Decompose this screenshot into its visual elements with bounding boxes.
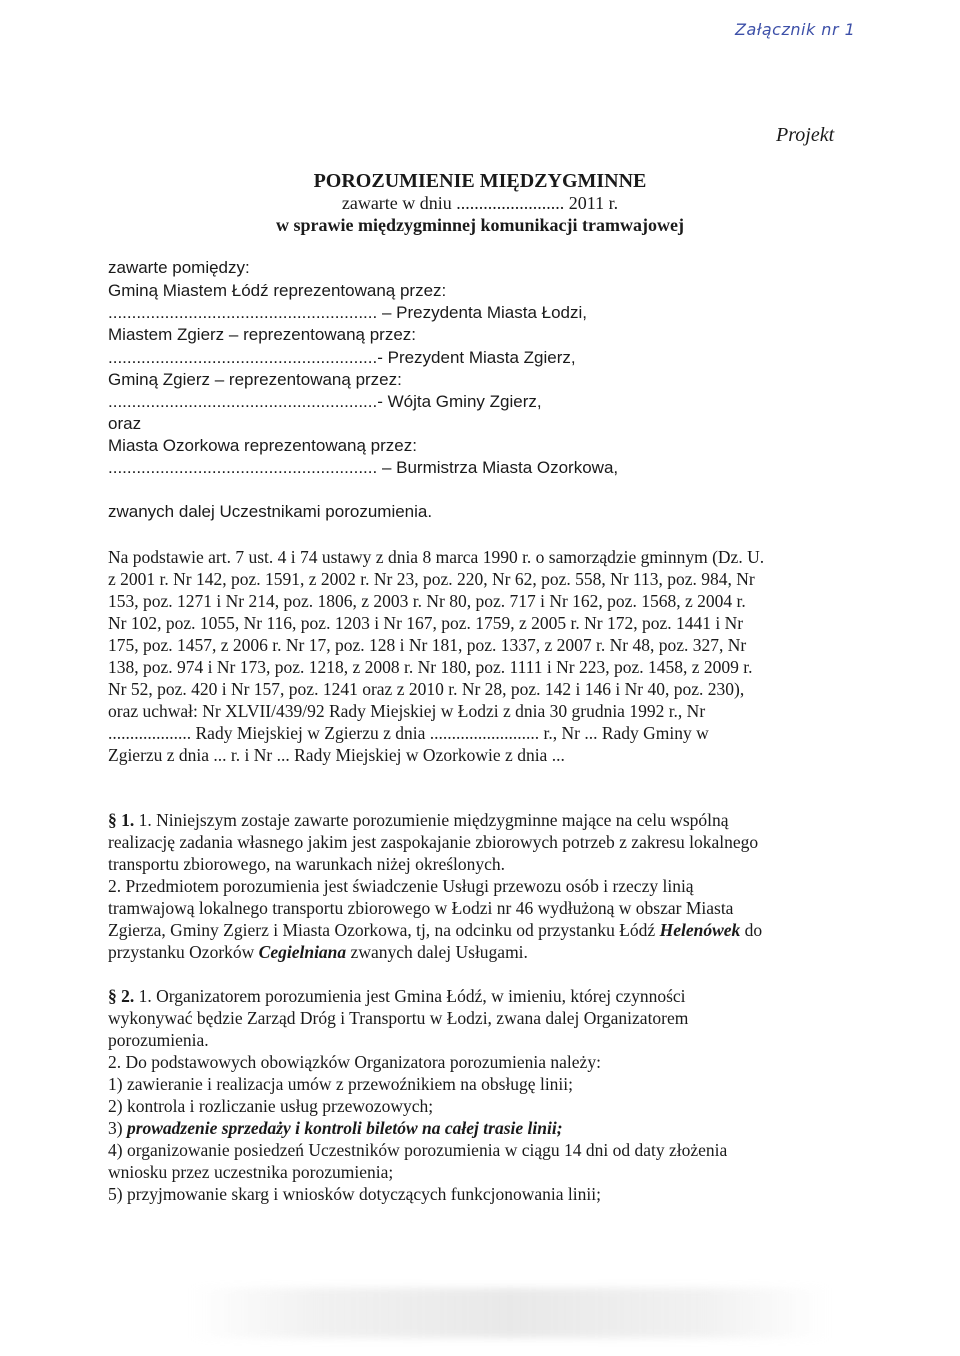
party-zgierz-commune: Gminą Zgierz – reprezentowaną przez: bbox=[108, 370, 402, 389]
section-1-line: przystanku Ozorków Cegielniana zwanych dalej Usługami. bbox=[108, 942, 528, 962]
section-1-line: tramwajową lokalnego transportu zbiorowego w Łodzi nr 46 wydłużoną w obszar Miasta bbox=[108, 898, 734, 918]
section-1-line: transportu zbiorowego, na warunkach niżej określonych. bbox=[108, 854, 506, 874]
section-1-line: realizację zadania własnego jakim jest zaspokajanie zbiorowych potrzeb z zakresu lokalnego bbox=[108, 832, 759, 852]
stop-helenowek: Helenówek bbox=[659, 920, 741, 940]
stop-cegielniana: Cegielniana bbox=[258, 942, 347, 962]
legal-basis-line: 138, poz. 974 i Nr 173, poz. 1218, z 2008 r. Nr 180, poz. 1111 i Nr 223, poz. 1458, z 2009 r. bbox=[108, 657, 753, 677]
legal-basis-line: 153, poz. 1271 i Nr 214, poz. 1806, z 2003 r. Nr 80, poz. 717 i Nr 162, poz. 1568, z 2004 r. bbox=[108, 591, 746, 611]
section-2-line: wykonywać będzie Zarząd Dróg i Transportu w Łodzi, zwana dalej Organizatorem bbox=[108, 1008, 689, 1028]
parties-intro: zawarte pomiędzy: bbox=[108, 258, 250, 277]
party-lodz-representative: ......................................................... – Prezydenta Miasta Łodzi, bbox=[108, 303, 587, 322]
party-ozorkow-representative: ......................................................... – Burmistrza Miasta Ozorkowa, bbox=[108, 458, 619, 477]
section-2-line: 4) organizowanie posiedzeń Uczestników porozumienia w ciągu 14 dni od daty złożenia bbox=[108, 1140, 728, 1160]
legal-basis-line: Na podstawie art. 7 ust. 4 i 74 ustawy z dnia 8 marca 1990 r. o samorządzie gminnym (Dz. U. bbox=[108, 547, 765, 567]
section-2-line: 2) kontrola i rozliczanie usług przewozowych; bbox=[108, 1096, 434, 1116]
legal-basis-line: ................... Rady Miejskiej w Zgierzu z dnia ......................... r., Nr ... Rady Gminy w bbox=[108, 723, 709, 743]
legal-basis-line: Zgierzu z dnia ... r. i Nr ... Rady Miejskiej w Ozorkowie z dnia ... bbox=[108, 745, 565, 765]
section-2-mark: § 2. bbox=[108, 986, 135, 1006]
legal-basis-line: z 2001 r. Nr 142, poz. 1591, z 2002 r. Nr 23, poz. 220, Nr 62, poz. 558, Nr 113, poz. 984, Nr bbox=[108, 569, 755, 589]
party-zgierz-city: Miastem Zgierz – reprezentowaną przez: bbox=[108, 325, 417, 344]
section-1-line: § 1. 1. Niniejszym zostaje zawarte porozumienie międzygminne mające na celu wspólną bbox=[108, 810, 729, 830]
legal-basis-line: Nr 102, poz. 1055, Nr 116, poz. 1203 i Nr 167, poz. 1759, z 2005 r. Nr 172, poz. 1441 i Nr bbox=[108, 613, 744, 633]
party-zgierz-commune-representative: .........................................................- Wójta Gminy Zgierz, bbox=[108, 392, 542, 411]
legal-basis-line: Nr 52, poz. 420 i Nr 157, poz. 1241 oraz z 2010 r. Nr 28, poz. 142 i 146 i Nr 40, poz. 230), bbox=[108, 679, 745, 699]
section-2-line: 3) prowadzenie sprzedaży i kontroli biletów na całej trasie linii; bbox=[108, 1118, 563, 1138]
section-2-line: porozumienia. bbox=[108, 1030, 209, 1050]
party-lodz: Gminą Miastem Łódź reprezentowaną przez: bbox=[108, 281, 447, 300]
party-zgierz-city-representative: .........................................................- Prezydent Miasta Zgierz, bbox=[108, 348, 576, 367]
duty-ticket-sales: prowadzenie sprzedaży i kontroli biletów na całej trasie linii; bbox=[126, 1118, 563, 1138]
scan-artifact bbox=[190, 1288, 830, 1338]
party-ozorkow: Miasta Ozorkowa reprezentowaną przez: bbox=[108, 436, 417, 455]
document-title: POROZUMIENIE MIĘDZYGMINNE bbox=[313, 170, 647, 192]
parties-closing: zwanych dalej Uczestnikami porozumienia. bbox=[108, 502, 433, 521]
section-2-line: 5) przyjmowanie skarg i wniosków dotyczących funkcjonowania linii; bbox=[108, 1184, 601, 1204]
legal-basis-line: oraz uchwał: Nr XLVII/439/92 Rady Miejskiej w Łodzi z dnia 30 grudnia 1992 r., Nr bbox=[108, 701, 706, 721]
parties-oraz: oraz bbox=[108, 414, 142, 433]
section-2-line: § 2. 1. Organizatorem porozumienia jest Gmina Łódź, w imieniu, której czynności bbox=[108, 986, 686, 1006]
section-2-line: 2. Do podstawowych obowiązków Organizatora porozumienia należy: bbox=[108, 1052, 601, 1072]
section-1-mark: § 1. bbox=[108, 810, 135, 830]
handwritten-annotation: Załącznik nr 1 bbox=[735, 20, 856, 39]
section-2-line: 1) zawieranie i realizacja umów z przewoźnikiem na obsługę linii; bbox=[108, 1074, 574, 1094]
legal-basis-line: 175, poz. 1457, z 2006 r. Nr 17, poz. 128 i Nr 181, poz. 1337, z 2007 r. Nr 48, poz. 327, Nr bbox=[108, 635, 747, 655]
date-line: zawarte w dniu ........................ 2011 r. bbox=[341, 193, 619, 213]
section-2-line: wniosku przez uczestnika porozumienia; bbox=[108, 1162, 394, 1182]
document-subject: w sprawie międzygminnej komunikacji tramwajowej bbox=[276, 215, 684, 235]
section-1-line: Zgierza, Gminy Zgierz i Miasta Ozorkowa, tj, na odcinku od przystanku Łódź Helenówek do bbox=[108, 920, 763, 940]
section-1-line: 2. Przedmiotem porozumienia jest świadczenie Usługi przewozu osób i rzeczy linią bbox=[108, 876, 694, 896]
projekt-label: Projekt bbox=[776, 124, 835, 146]
